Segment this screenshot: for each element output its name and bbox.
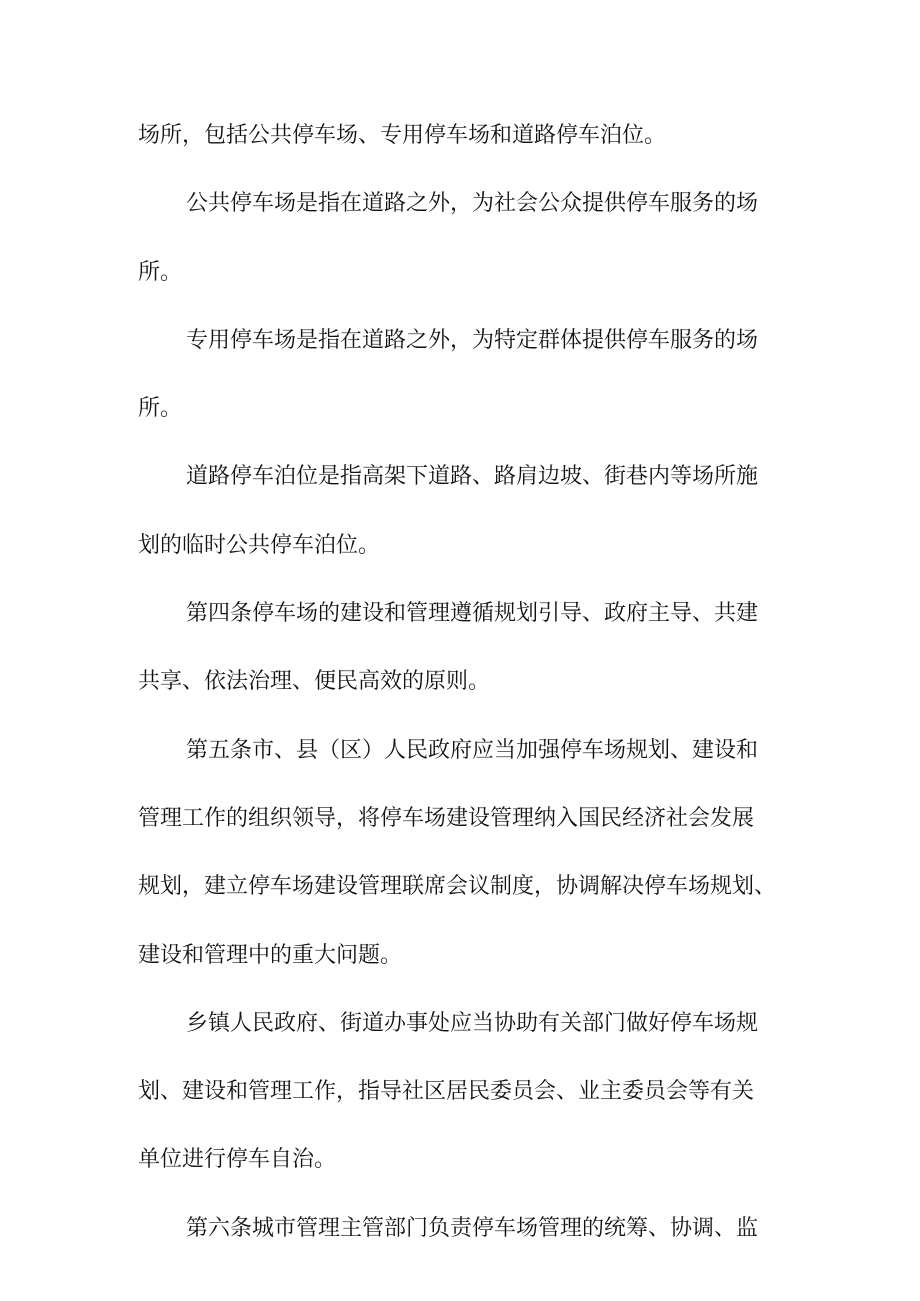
text-line: 乡镇人民政府、街道办事处应当协助有关部门做好停车场规 bbox=[186, 1010, 759, 1036]
text-line: 共享、依法治理、便民高效的原则。 bbox=[138, 669, 491, 695]
text-line: 道路停车泊位是指高架下道路、路肩边坡、街巷内等场所施 bbox=[186, 464, 759, 490]
document-body bbox=[138, 113, 784, 1274]
text-line: 第六条城市管理主管部门负责停车场管理的统筹、协调、监 bbox=[186, 1215, 759, 1241]
text-line: 划的临时公共停车泊位。 bbox=[138, 532, 381, 558]
text-line: 第四条停车场的建设和管理遵循规划引导、政府主导、共建 bbox=[186, 601, 759, 627]
text-line: 公共停车场是指在道路之外，为社会公众提供停车服务的场 bbox=[186, 191, 759, 217]
text-line: 规划，建立停车场建设管理联席会议制度，协调解决停车场规划、 bbox=[138, 874, 777, 900]
text-line: 划、建设和管理工作，指导社区居民委员会、业主委员会等有关 bbox=[138, 1079, 755, 1105]
text-line: 专用停车场是指在道路之外，为特定群体提供停车服务的场 bbox=[186, 327, 759, 353]
text-line: 场所，包括公共停车场、专用停车场和道路停车泊位。 bbox=[138, 123, 667, 148]
text-line: 所。 bbox=[138, 259, 183, 285]
text-line: 单位进行停车自治。 bbox=[138, 1147, 337, 1173]
text-line: 建设和管理中的重大问题。 bbox=[138, 942, 403, 968]
text-line: 所。 bbox=[138, 396, 183, 422]
text-line: 第五条市、县（区）人民政府应当加强停车场规划、建设和 bbox=[186, 737, 759, 763]
text-line: 管理工作的组织领导，将停车场建设管理纳入国民经济社会发展 bbox=[138, 805, 755, 831]
